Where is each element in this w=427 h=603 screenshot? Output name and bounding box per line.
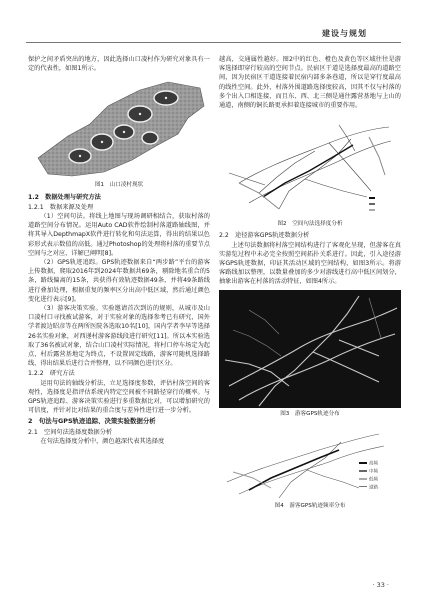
figure-3-caption: 图3 游客GPS轨迹分布	[280, 410, 340, 417]
heading-2: 2 句法与GPS轨迹追踪、决策实验数据分析	[28, 417, 156, 426]
right-column	[219, 55, 401, 513]
gps-frequency-map	[219, 422, 401, 500]
figure-1-caption: 图1 山口凌村现状	[94, 182, 144, 189]
legend-label-mid: 中频	[369, 469, 378, 475]
figure-4-caption: 图4 游客GPS轨迹频率分布	[274, 502, 346, 509]
paragraph-space-syntax: （1）空间句法。将线上地图与现场调研相结合，获取村落的道路空间分布情况。运用Auto CAD软件绘制村落道路轴线图，并将其导入DepthmapX软件进行转化和句法运算，得出的结果以色彩形式表示数值的高低。通过Photoshop的处理将村落的重要节点空间与之对应，详解已阐明[8]。	[28, 213, 210, 257]
left-column	[28, 55, 210, 446]
figure-1	[28, 76, 210, 190]
heading-2-2: 2.2 途径游客GPS轨迹数据分析	[219, 232, 310, 240]
paragraph-selection: 在句法选择度分析中，颜色越深代表其选择度	[40, 437, 165, 445]
heading-1-2-1: 1.2.1 数据来源及处理	[28, 203, 94, 211]
page-header	[0, 0, 427, 48]
figure-3	[219, 290, 401, 419]
paragraph-experiment: （3）游客决策实验。实验邀请首次到访的规则，从城市及山口凌村口寻找被试游客，对于实验对象的选择参考已有研究，国外学者渡边昭彦等在两所医院各选取10名[10]，国内学者李早等选择26名实验对象，对西递村游客游线段进行研究[11]。所以本实验选取了36名被试对象，结合山口凌村实际情况，将村口停车场定为起点，村后露营基地定为终点，不设置固定线路，游客可随机选择路线，得出结果后进行合并整理，以不同颜色进行区分。	[28, 305, 210, 368]
village-satellite-image	[28, 76, 210, 179]
axial-map-diagram	[219, 113, 401, 218]
legend-label-road: 道路	[369, 485, 378, 491]
legend-label-low: 低频	[369, 477, 378, 483]
heading-1-2-2: 1.2.2 研究方法	[28, 370, 75, 378]
journal-section-title: 建设与规划	[322, 29, 367, 38]
paragraph-gps: （2）GPS轨迹追踪。GPS轨迹数据来自“两步路”平台的游客上传数据，爬取2016年到2024年数据共69条，剔除地名重合的5条，路线偏离的15条，共获得有效轨迹数据49条，并将49条路线进行叠加处理，根据重复的频率区分出高中低区域，然后通过颜色变化进行表示[9]。	[28, 259, 210, 303]
page-number: · 33 ·	[372, 581, 389, 589]
legend-label-high: 高频	[369, 461, 378, 467]
heading-1-2: 1.2 数据处理与研究方法	[28, 193, 101, 201]
header-rule	[26, 42, 401, 43]
figure-2-caption: 图2 空间句法选择度分析	[277, 221, 343, 228]
paragraph-method: 运用句法的轴线分析法，立足选择度参数，评估村落空间的客观性，选择度是指评估系统内特定空间被不同路径穿行的概率。与GPS轨迹追踪、游客决策实验进行多重数据比对，可以增加研究的可信度，并针对比对结果的重合度与差异性进行进一步分析。	[28, 379, 210, 415]
heading-2-1: 2.1 空间句法选择度数据分析	[28, 428, 113, 436]
paragraph-intro: 保护之间矛盾突出的地方，因此选择山口凌村作为研究对象具有一定的代表性，如图1所示。	[28, 56, 210, 73]
gps-trajectory-image	[219, 290, 401, 408]
paragraph-gps-analysis: 上述句法数据将村落空间结构进行了客观化呈现，但游客在真实游览过程中未必完全按照空间拓扑关系进行。因此，引入途径游客GPS轨迹数据，印证其活动区域的空间结构，如图3所示。将游客路线加以整理，以数量叠加的多少对游线进行高中低区间划分，抽象出游客在村落的活动特征，如图4所示。	[219, 241, 401, 286]
figure-4	[219, 422, 401, 511]
paragraph-continued: 越高，交通属性越好。图2中的红色、橙色及黄色等区域往往是游客选择即穿行较高的空间节点。民宿区干道是选择度最高的道路空间，因为民宿区干道连接着民宿内部多条巷道，所以是穿行度最高的线性空间。此外，村落外围道路选择度较高，因其不仅与村落的多个出入口相连接，而且东、西、北三侧是通往露营基地与上山的通道，南侧的铜长路更承担着连接城市的重要作用。	[219, 56, 401, 110]
figure-2	[219, 113, 401, 229]
